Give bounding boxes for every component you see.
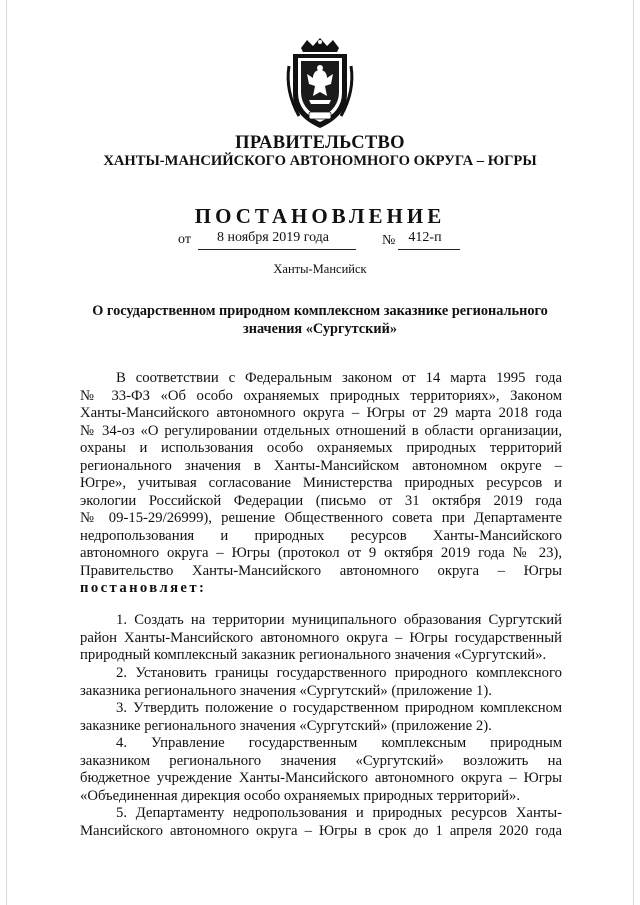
text-line: природный комплексный заказник регионального значения «Сургутский». xyxy=(80,647,547,663)
decree-item-2 xyxy=(80,665,562,700)
text-line: № 34-оз «О регулировании отдельных отношений в области организации, xyxy=(80,422,562,439)
date-number-row xyxy=(178,232,478,252)
decree-item-1 xyxy=(80,612,562,665)
text-line: В соответствии с Федеральным законом от 14 марта 1995 года xyxy=(116,370,562,386)
subject-line: значения «Сургутский» xyxy=(242,321,397,337)
text-line: Ханты-Мансийского автономного округа – Югры от 29 марта 2018 года xyxy=(80,405,562,421)
text-line: 1. Создать на территории муниципального образования Сургутский xyxy=(116,612,562,628)
text-line: экологии Российской Федерации (письмо от 31 октября 2019 года xyxy=(80,492,562,509)
text-line: Правительство Ханты-Мансийского автономного округа – Югры xyxy=(80,562,562,579)
text-line: автономного округа – Югры (протокол от 9 октября 2019 года № 23), xyxy=(80,545,562,561)
text-line: район Ханты-Мансийского автономного округа – Югры государственный xyxy=(80,629,562,646)
org-subtitle: ХАНТЫ-МАНСИЙСКОГО АВТОНОМНОГО ОКРУГА – ЮГРЫ xyxy=(103,153,537,169)
coat-of-arms-icon xyxy=(279,36,361,132)
text-line: 4. Управление государственным комплексным природным xyxy=(116,735,562,751)
city-name: Ханты-Мансийск xyxy=(273,262,367,276)
document-subject xyxy=(70,302,570,338)
number-value: 412-п xyxy=(408,230,442,245)
text-line: недропользования и природных ресурсов Ханты-Мансийского xyxy=(80,527,562,544)
org-title: ПРАВИТЕЛЬСТВО xyxy=(235,133,405,153)
text-line: Мансийского автономного округа – Югры в срок до 1 апреля 2020 года xyxy=(80,822,562,839)
subject-line: О государственном природном комплексном заказнике регионального xyxy=(92,303,548,319)
text-line: бюджетное учреждение Ханты-Мансийского автономного округа – Югры xyxy=(80,770,562,786)
text-line: заказнике регионального значения «Сургутский» (приложение 2). xyxy=(80,717,492,734)
text-line: № 09-15-29/26999), решение Общественного совета при Департаменте xyxy=(80,510,562,526)
text-line: 2. Установить границы государственного природного комплексного xyxy=(116,665,562,681)
text-line: охраны и использования особо охраняемых природных территорий xyxy=(80,440,562,456)
text-line: 3. Утвердить положение о государственном природном комплексном xyxy=(116,700,562,716)
decree-item-4 xyxy=(80,735,562,805)
decree-item-3 xyxy=(80,700,562,735)
document-type-heading: ПОСТАНОВЛЕНИЕ xyxy=(194,204,446,228)
number-label: № xyxy=(382,233,396,248)
decree-word: постановляет: xyxy=(80,580,207,596)
text-line: 5. Департаменту недропользования и природных ресурсов Ханты- xyxy=(116,805,562,821)
decree-item-5 xyxy=(80,805,562,840)
number-underline xyxy=(398,249,460,250)
date-underline xyxy=(198,249,356,250)
text-line: заказника регионального значения «Сургутский» (приложение 1). xyxy=(80,682,492,699)
preamble-paragraph xyxy=(80,370,562,598)
text-line: «Объединенная дирекция особо охраняемых природных территорий». xyxy=(80,787,521,804)
text-line: № 33-ФЗ «Об особо охраняемых природных территориях», Законом xyxy=(80,387,562,404)
date-value: 8 ноября 2019 года xyxy=(216,230,330,245)
date-label: от xyxy=(178,232,191,247)
text-line: Югре», учитывая согласование Министерства природных ресурсов и xyxy=(80,475,562,491)
text-line: регионального значения в Ханты-Мансийском автономном округе – xyxy=(80,457,562,474)
text-line: заказником регионального значения «Сургутский» возложить на xyxy=(80,752,562,769)
